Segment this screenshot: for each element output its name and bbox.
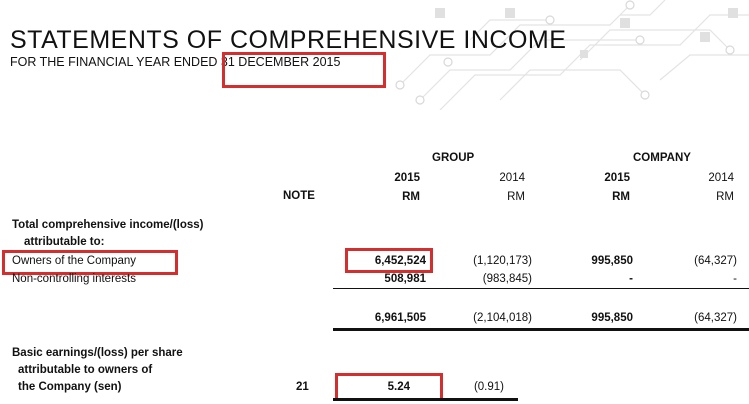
statement-title: STATEMENTS OF COMPREHENSIVE INCOME [10, 26, 567, 54]
owners-company-2015: 995,850 [591, 255, 633, 267]
nci-company-2015: - [629, 273, 633, 285]
section1-heading: Total comprehensive income/(loss) [12, 219, 204, 231]
owners-group-2014: (1,120,173) [473, 255, 532, 267]
statement-subtitle: FOR THE FINANCIAL YEAR ENDED 31 DECEMBER 2015 [10, 55, 341, 69]
total-group-2015: 6,961,505 [374, 312, 426, 324]
unit-group-2015: RM [402, 191, 420, 203]
unit-company-2015: RM [612, 191, 630, 203]
total-company-2014: (64,327) [694, 312, 737, 324]
year-company-2015: 2015 [604, 172, 630, 184]
company-header: COMPANY [633, 152, 691, 164]
eps-note: 21 [296, 381, 309, 393]
nci-company-2014: - [733, 273, 737, 285]
total-double-rule [333, 328, 749, 331]
row-label-nci: Non-controlling interests [12, 273, 137, 285]
year-group-2015: 2015 [394, 172, 420, 184]
year-company-2014: 2014 [708, 172, 734, 184]
owners-group-2015: 6,452,524 [374, 255, 426, 267]
nci-group-2014: (983,845) [482, 273, 532, 285]
circuit-decoration [380, 0, 749, 110]
subtotal-rule [333, 288, 749, 289]
nci-group-2015: 508,981 [384, 273, 426, 285]
total-company-2015: 995,850 [591, 312, 633, 324]
note-header: NOTE [283, 190, 315, 202]
owners-company-2014: (64,327) [694, 255, 737, 267]
eps-double-rule [333, 398, 518, 401]
eps-label-line1: Basic earnings/(loss) per share [12, 347, 183, 359]
group-header: GROUP [432, 152, 475, 164]
eps-group-2014: (0.91) [473, 381, 504, 393]
section1-subheading: attributable to: [24, 236, 105, 248]
highlight-date-box [222, 52, 386, 88]
unit-company-2014: RM [716, 191, 734, 203]
eps-group-2015: 5.24 [387, 381, 410, 393]
eps-label-line2: attributable to owners of [18, 364, 153, 376]
eps-label-line3: the Company (sen) [18, 381, 122, 393]
unit-group-2014: RM [507, 191, 525, 203]
year-group-2014: 2014 [499, 172, 525, 184]
row-label-owners: Owners of the Company [12, 255, 137, 267]
total-group-2014: (2,104,018) [473, 312, 532, 324]
